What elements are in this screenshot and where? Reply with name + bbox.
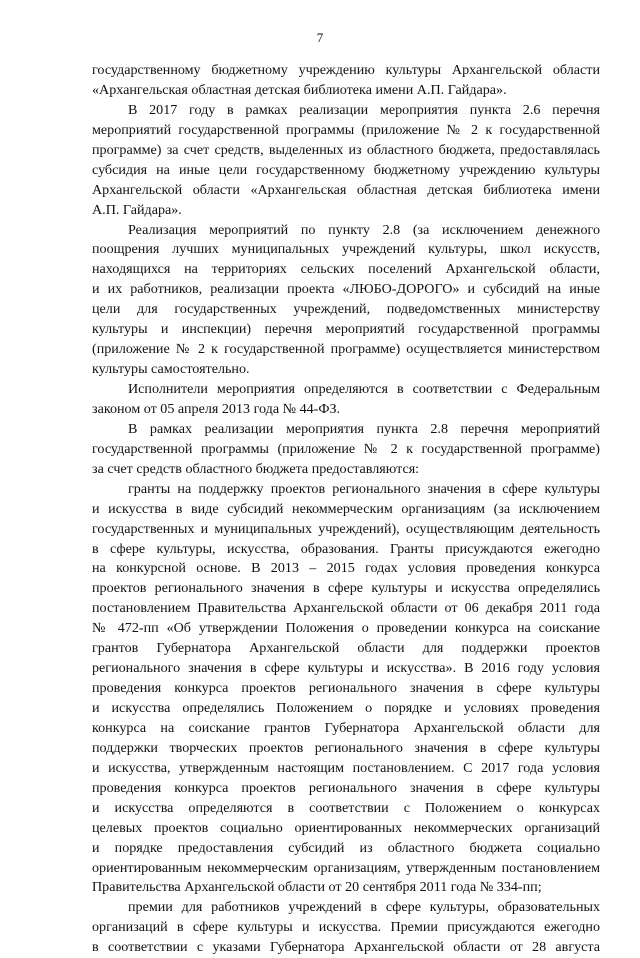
text-line: программе) за счет средств, выделенных из областного бюджета, предоставлялась [92,141,600,158]
page-number: 7 [316,30,324,45]
text-line: целевых проектов социально ориентированных некоммерческих организаций [92,819,600,836]
text-line: В рамках реализации мероприятия пункта 2.8 перечня мероприятий [128,420,600,437]
paragraph [92,380,600,420]
text-line: находящихся на территориях сельских поселений Архангельской области, [92,261,600,278]
text-line: Архангельской области «Архангельская областная детская библиотека имени [92,181,600,198]
text-line: и порядке предоставления субсидий из областного бюджета социально [92,839,600,856]
text-line: проведения конкурса проектов регионального значения в сфере культуры [92,779,600,796]
text-line: государственному бюджетному учреждению культуры Архангельской области [92,62,600,78]
text-line: субсидия на иные цели государственному бюджетному учреждению культуры [92,161,600,178]
text-line: в сфере культуры, искусства, образования. Гранты присуждаются ежегодно [92,540,600,557]
text-line: на конкурсной основе. В 2013 – 2015 годах условия проведения конкурса [92,560,600,577]
text-line: проведения конкурса проектов регионального значения в сфере культуры [92,680,600,697]
text-line: культуры и инспекции) перечня мероприятий государственной программы [92,321,600,338]
text-line: и искусства, утвержденным настоящим постановлением. С 2017 года условия [92,759,600,776]
text-line: постановлением Правительства Архангельской области от 06 декабря 2011 года [92,600,600,617]
text-line: мероприятий государственной программы (приложение № 2 к государственной [92,121,600,138]
text-line: организаций в сфере культуры и искусства. Премии присуждаются ежегодно [92,919,600,936]
text-line: конкурса на соискание грантов Губернатора Архангельской области для [92,719,600,736]
text-line: грантов Губернатора Архангельской области для поддержки проектов [92,640,600,657]
paragraph [92,420,600,480]
text-line: В 2017 году в рамках реализации мероприятия пункта 2.6 перечня [128,101,600,118]
text-line: поддержки творческих проектов регионального значения в сфере культуры [92,739,600,756]
text-line: (приложение № 2 к государственной программе) осуществляется министерством [92,341,600,358]
text-line: цели для государственных учреждений, подведомственных министерству [92,301,600,318]
text-line: премии для работников учреждений в сфере культуры, образовательных [128,899,600,916]
text-line: «Архангельская областная детская библиотека имени А.П. Гайдара». [92,81,507,98]
text-line: и их работников, реализации проекта «ЛЮБО-ДОРОГО» и субсидий на иные [92,281,600,298]
paragraph [92,898,600,958]
paragraph [92,61,600,101]
text-line: за счет средств областного бюджета предоставляются: [92,460,420,477]
paragraph [92,101,600,221]
document-body [92,61,600,958]
text-line: № 472-пп «Об утверждении Положения о проведении конкурса на соискание [92,620,600,637]
text-line: и искусства определялись Положением о порядке и условиях проведения [92,700,600,716]
text-line: поощрения лучших муниципальных учреждений культуры, школ искусств, [92,241,600,258]
text-line: Исполнители мероприятия определяются в соответствии с Федеральным [128,381,600,397]
text-line: государственных и муниципальных учреждений), осуществляющим деятельность [92,520,600,537]
text-line: государственной программы (приложение № 2 к государственной программе) [92,440,600,457]
paragraph [92,221,600,381]
text-line: ориентированным некоммерческим организациям, утвержденным постановлением [92,859,600,876]
text-line: А.П. Гайдара». [92,201,182,218]
text-line: и искусства в виде субсидий некоммерческим организациям (за исключением [92,500,600,517]
text-line: в соответствии с указами Губернатора Архангельской области от 28 августа [92,939,600,956]
paragraph [92,480,600,899]
text-line: законом от 05 апреля 2013 года № 44-ФЗ. [92,400,341,417]
text-line: культуры самостоятельно. [92,361,250,378]
text-line: проектов регионального значения в сфере культуры и искусства определялись [92,580,600,597]
text-line: Реализация мероприятий по пункту 2.8 (за исключением денежного [128,221,600,238]
text-line: гранты на поддержку проектов регионального значения в сфере культуры [128,480,600,497]
text-line: Правительства Архангельской области от 20 сентября 2011 года № 334-пп; [92,879,542,896]
text-line: и искусства определяются в соответствии с Положением о конкурсах [92,799,600,816]
text-line: регионального значения в сфере культуры и искусства». В 2016 году условия [92,660,600,677]
